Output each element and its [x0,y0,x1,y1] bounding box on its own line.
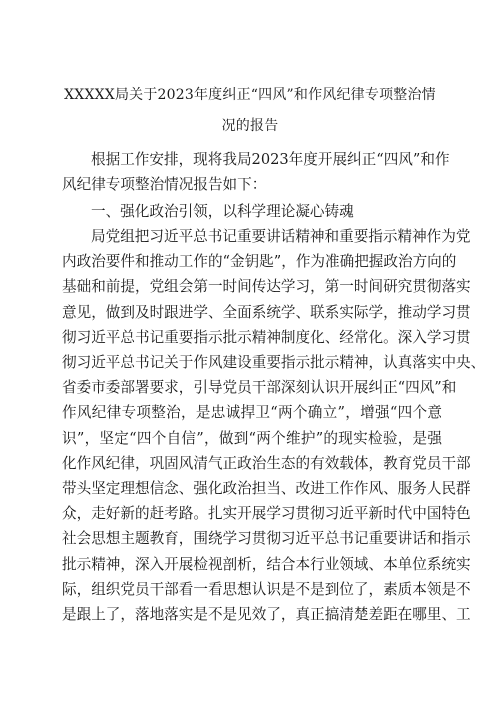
body-line: 省委市委部署要求，引导党员干部深刻认识开展纠正“四风”和 [62,379,457,397]
section-1-heading: 一、强化政治引领，以科学理论凝心铸魂 [91,203,354,220]
body-line: 社会思想主题教育，围绕学习贯彻习近平总书记重要讲话和指示 [62,530,471,548]
body-line: 是跟上了，落地落实是不是见效了，真正搞清楚差距在哪里、工 [62,606,471,624]
body-line: 基础和前提，党组会第一时间传达学习，第一时间研究贯彻落实 [62,278,471,296]
body-line: 彻习近平总书记重要指示批示精神制度化、经常化。深入学习贯 [62,328,471,346]
intro-line: 风纪律专项整治情况报告如下： [62,176,267,194]
intro-paragraph [62,147,450,197]
body-line: 批示精神，深入开展检视剖析，结合本行业领域、本单位系统实 [62,555,471,573]
intro-line: 根据工作安排，现将我局2023年度开展纠正“四风”和作 [91,151,450,168]
section-1-body [62,224,486,627]
body-line: 彻习近平总书记关于作风建设重要指示批示精神，认真落实中央、 [62,354,486,372]
body-line: 众，走好新的赶考路。扎实开展学习贯彻习近平新时代中国特色 [62,505,471,523]
body-line: 内政治要件和推动工作的“金钥匙”，作为准确把握政治方向的 [62,253,457,271]
body-line: 意见，做到及时跟进学、全面系统学、联系实际学，推动学习贯 [62,303,471,321]
body-line: 化作风纪律，巩固风清气正政治生态的有效载体，教育党员干部 [62,454,471,472]
body-line: 带头坚定理想信念、强化政治担当、改进工作作风、服务人民群 [62,480,471,498]
body-line: 际，组织党员干部看一看思想认识是不是到位了，素质本领是不 [62,580,471,598]
section-1-heading-block [62,199,442,224]
body-line: 局党组把习近平总书记重要讲话精神和重要指示精神作为党 [91,228,471,245]
report-title-line-2: 况的报告 [221,118,279,134]
body-line: 作风纪律专项整治，是忠诚捍卫“两个确立”，增强“四个意 [62,404,442,422]
report-title-line-1: XXXXX局关于2023年度纠正“四风”和作风纪律专项整治情 [64,87,436,103]
body-line: 识”，坚定“四个自信”，做到“两个维护”的现实检验，是强 [62,429,442,447]
